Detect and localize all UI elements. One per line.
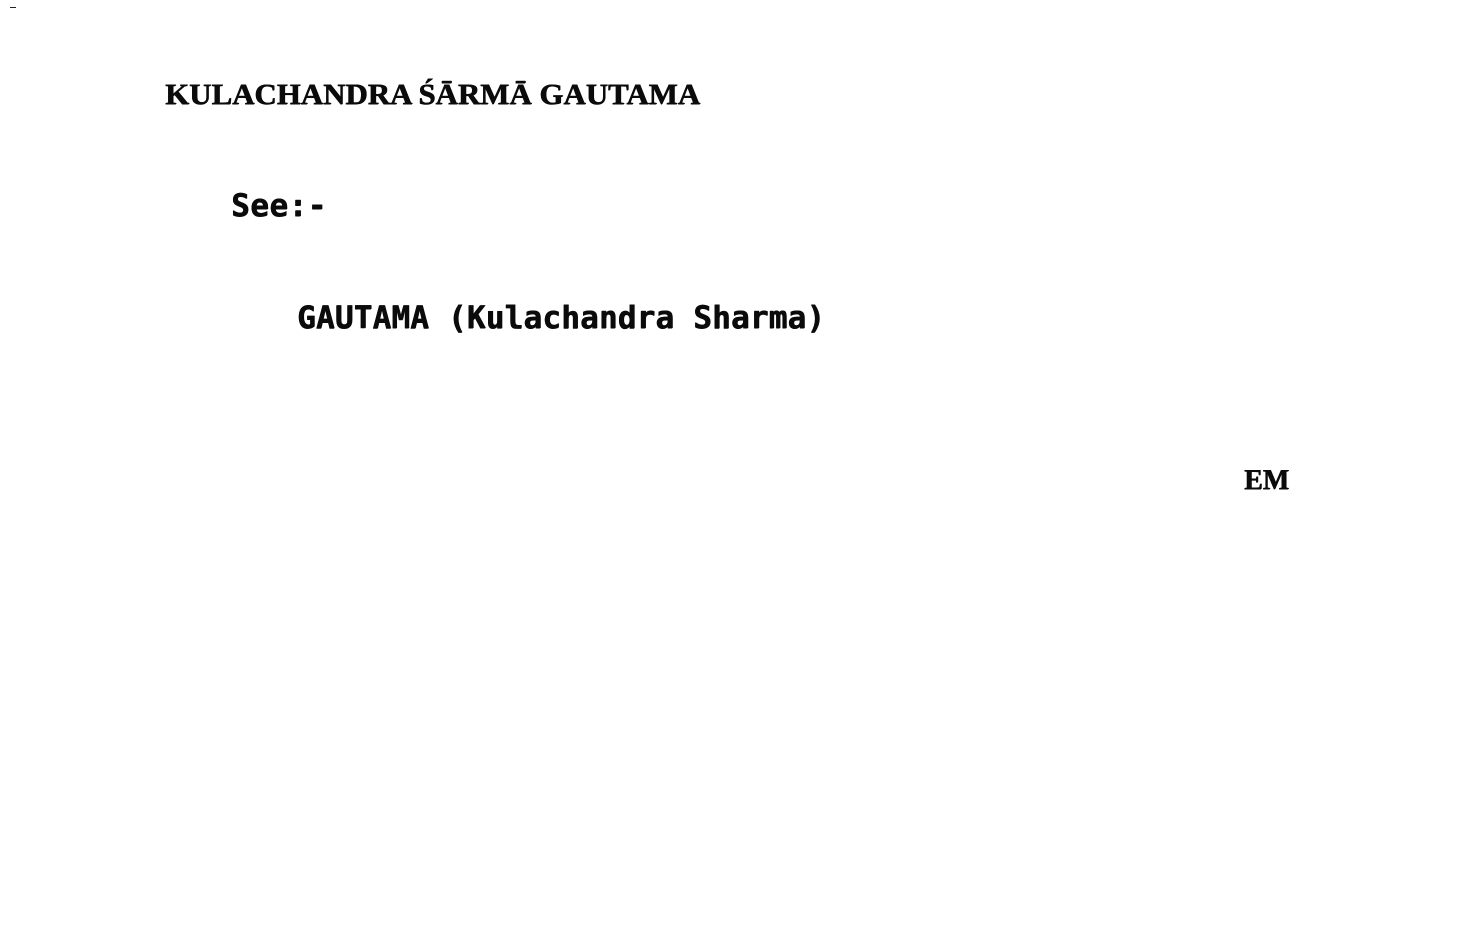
see-label: See:- xyxy=(231,188,327,224)
cataloger-initials: EM xyxy=(1244,465,1290,496)
card-heading: KULACHANDRA ŚĀRMĀ GAUTAMA xyxy=(165,78,701,111)
cross-reference: GAUTAMA (Kulachandra Sharma) xyxy=(297,300,826,336)
corner-mark xyxy=(10,7,16,8)
